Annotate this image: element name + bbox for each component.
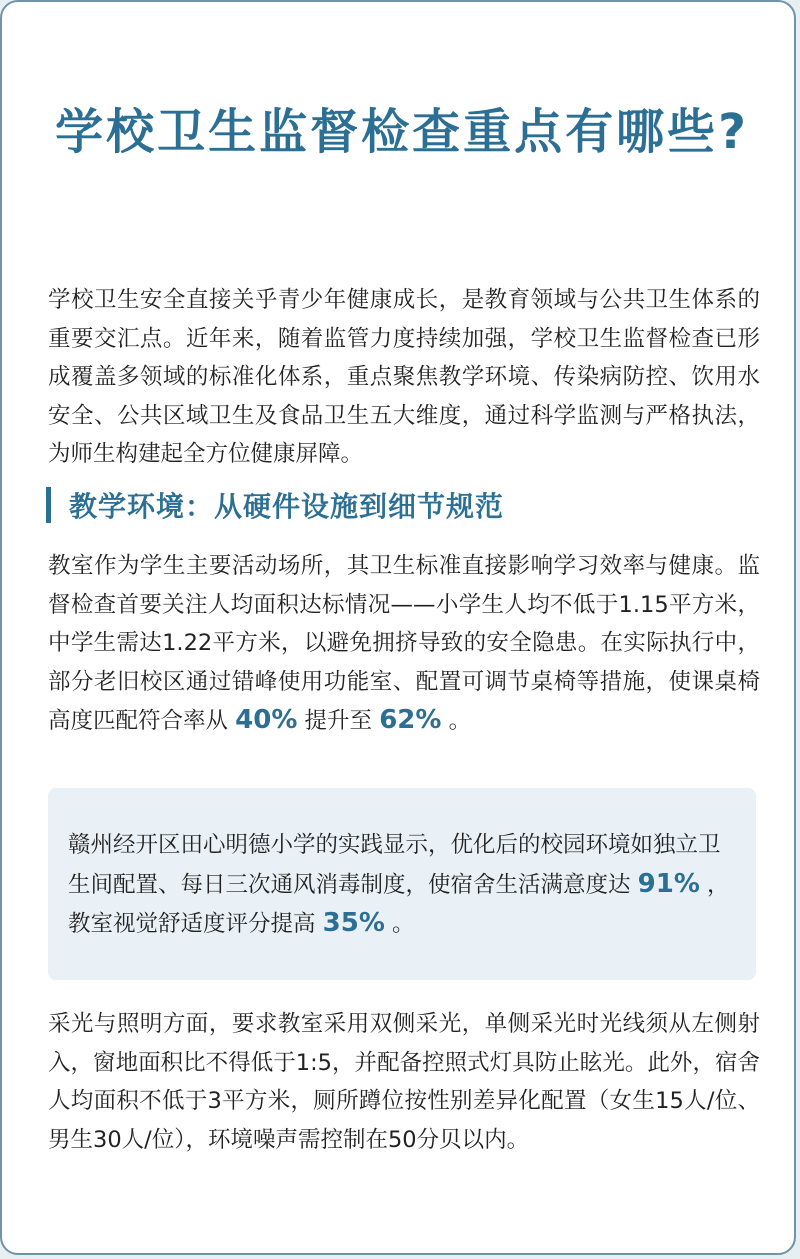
intro-paragraph: 学校卫生安全直接关乎青少年健康成长，是教育领域与公共卫生体系的重要交汇点。近年来，随着监管力度持续加强，学校卫生监督检查已形成覆盖多领域的标准化体系，重点聚焦教学环境、传染病防控、饮用水安全、公共区域卫生及食品卫生五大维度，通过科学监测与严格执法，为师生构建起全方位健康屏障。 (48, 287, 760, 468)
case-study-text (68, 826, 738, 944)
case-study-box (48, 788, 756, 980)
highlight-value-from: 40% (235, 705, 298, 736)
classroom-paragraph (48, 547, 760, 741)
highlight-value-to: 62% (379, 705, 442, 736)
lighting-paragraph: 采光与照明方面，要求教室采用双侧采光，单侧采光时光线须从左侧射入，窗地面积比不得低于1:5，并配备控照式灯具防止眩光。此外，宿舍人均面积不低于3平方米，厕所蹲位按性别差异化配置（女生15人/位、男生30人/位），环境噪声需控制在50分贝以内。 (48, 1011, 760, 1153)
highlight-comfort: 35% (322, 908, 385, 939)
section-heading (46, 485, 504, 525)
quote-text: 。 (384, 911, 415, 938)
section-accent-bar (46, 487, 51, 523)
quote-text: 赣州经开区田心明德小学的实践显示，优化后的校园环境如独立卫生间配置、每日三次通风消毒制度，使宿舍生活满意度达 (68, 832, 721, 898)
section-title: 教学环境：从硬件设施到细节规范 (69, 490, 505, 523)
paragraph-text: 教室作为学生主要活动场所，其卫生标准直接影响学习效率与健康。监督检查首要关注人均面积达标情况——小学生人均不低于1.15平方米，中学生需达1.22平方米，以避免拥挤导致的安全隐患。在实际执行中，部分老旧校区通过错峰使用功能室、配置可调节桌椅等措施，使课桌椅高度匹配符合率从 (48, 553, 760, 735)
paragraph-text: 。 (441, 708, 472, 735)
quote-text: ，教室视觉舒适度评分提高 (68, 871, 730, 938)
highlight-satisfaction: 91% (637, 868, 700, 899)
paragraph-text: 提升至 (297, 708, 380, 735)
article-title: 学校卫生监督检查重点有哪些? (55, 104, 749, 160)
